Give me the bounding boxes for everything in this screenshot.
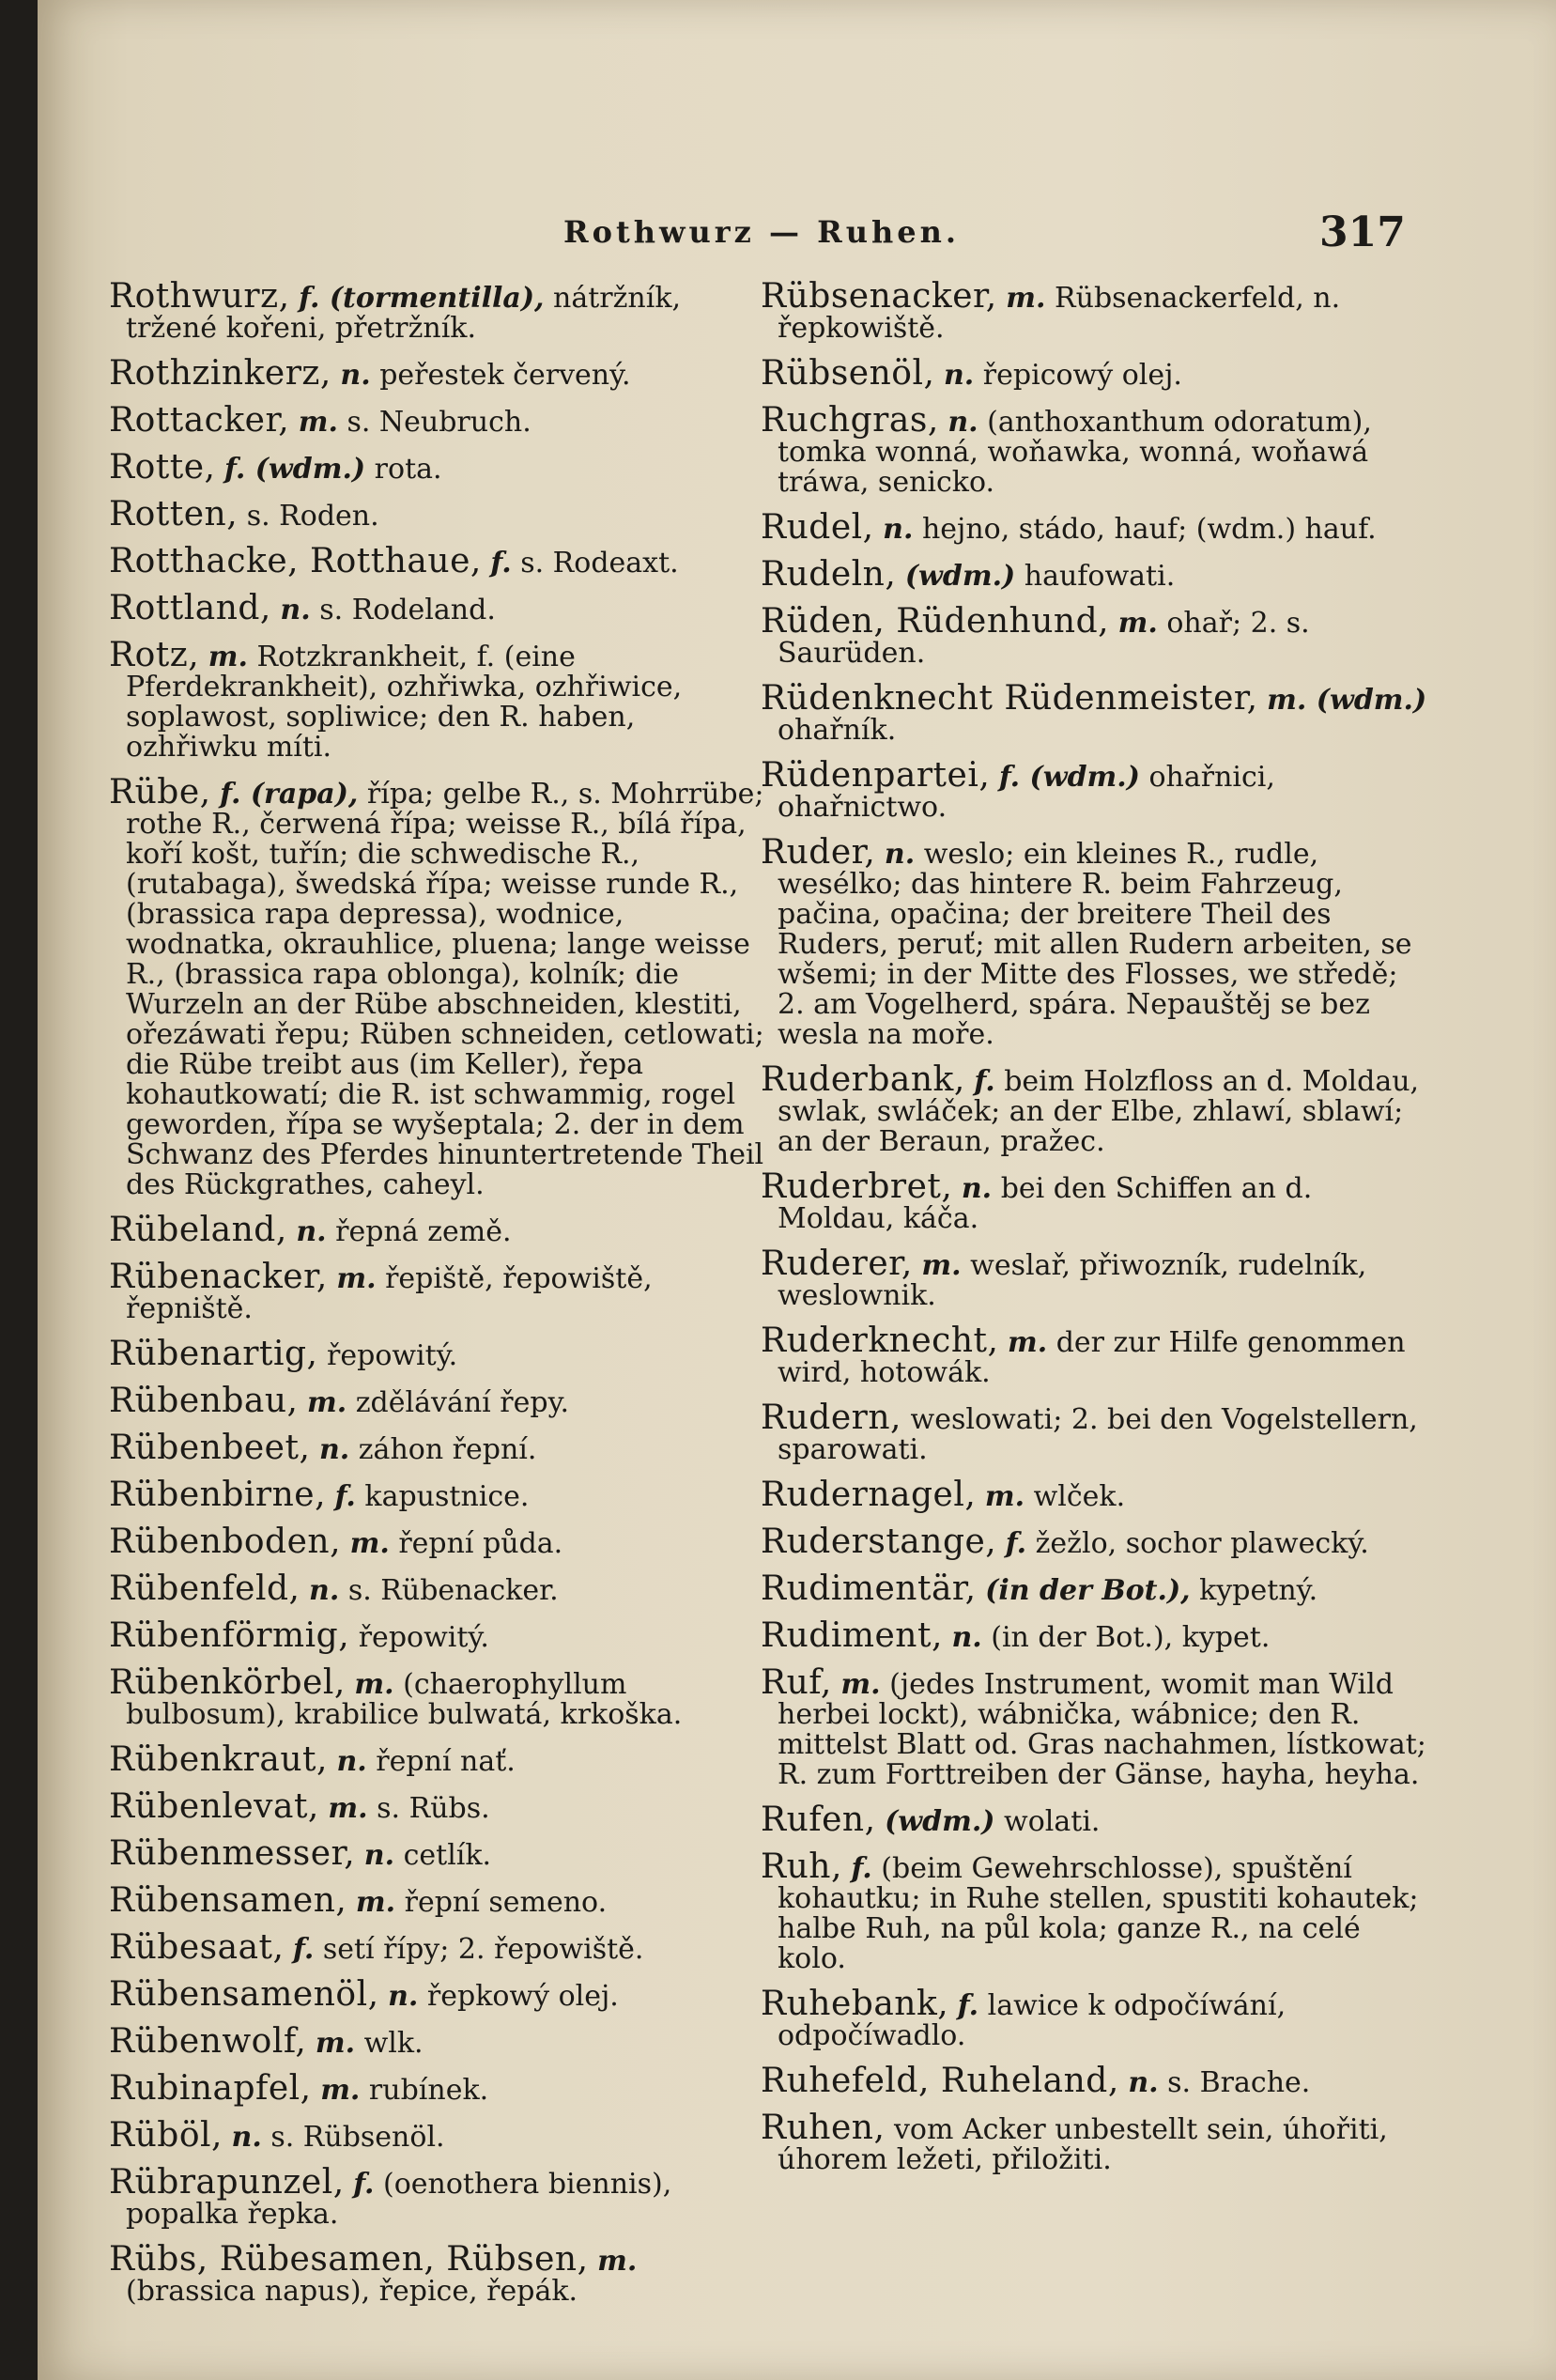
dictionary-entry — [109, 495, 776, 533]
entry-definition: nátržník, tržené kořeni, přetržník. — [126, 282, 682, 345]
dictionary-entry — [109, 1834, 776, 1873]
entry-definition: řepowitý. — [358, 1621, 489, 1654]
entry-headword: Rotthacke, Rotthaue, — [109, 542, 482, 580]
dictionary-page — [38, 0, 1556, 2380]
entry-headword: Rübenkraut, — [109, 1740, 328, 1779]
entry-definition: s. Rübsenöl. — [270, 2121, 445, 2154]
entry-definition: zdělávání řepy. — [355, 1386, 570, 1419]
entry-definition: řepní nať. — [376, 1745, 516, 1778]
dictionary-entry — [761, 401, 1429, 499]
dictionary-entry — [761, 1663, 1429, 1791]
entry-definition: (jedes Instrument, womit man Wild herbei lockt), wábnička, wábnice; den R. mittelst Blatt od. Gras nachahmen, lístkowat; R. zum Forttreiben der Gänse, hayha, heyha. — [778, 1668, 1426, 1791]
entry-headword: Rothzinkerz, — [109, 354, 331, 393]
dictionary-entry — [109, 1928, 776, 1967]
entry-definition: ohařnici, ohařnictwo. — [778, 761, 1275, 824]
entry-grammar: n. — [883, 513, 914, 546]
dictionary-entry — [761, 1476, 1429, 1514]
entry-headword: Rotz, — [109, 636, 200, 674]
entry-grammar: n. — [280, 594, 311, 626]
entry-headword: Rüböl, — [109, 2116, 223, 2155]
dictionary-entry — [109, 1258, 776, 1325]
entry-headword: Rüdenknecht Rüdenmeister, — [761, 679, 1258, 718]
dictionary-entry — [761, 679, 1429, 747]
right-column — [761, 277, 1429, 2190]
entry-definition: vom Acker unbestellt sein, úhořiti, úhorem ležeti, přiložiti. — [778, 2113, 1388, 2176]
entry-headword: Ruf, — [761, 1663, 832, 1702]
entry-definition: weslo; ein kleines R., rudle, wesélko; das hintere R. beim Fahrzeug, pačina, opačina; der breitere Theil des Ruders, peruť; mit allen Rudern arbeiten, se wšemi; in der Mitte des Flosses, we středě; 2. am Vogelherd, spára. Nepauštěj se bez wesla na moře. — [778, 838, 1412, 1051]
entry-grammar: (in der Bot.), — [985, 1574, 1191, 1607]
entry-headword: Rübe, — [109, 773, 211, 811]
entry-grammar: m. — [336, 1262, 377, 1295]
entry-headword: Rübenacker, — [109, 1258, 328, 1296]
dictionary-entry — [109, 1335, 776, 1373]
entry-grammar: f. (rapa), — [220, 778, 359, 811]
entry-headword: Ruhen, — [761, 2109, 886, 2147]
entry-headword: Rübesaat, — [109, 1928, 285, 1967]
dictionary-entry — [109, 1522, 776, 1561]
entry-grammar: m. — [354, 1668, 394, 1701]
entry-grammar: m. — [984, 1480, 1025, 1513]
entry-headword: Ruh, — [761, 1847, 842, 1886]
dictionary-entry — [109, 1881, 776, 1920]
dictionary-entry — [761, 277, 1429, 345]
dictionary-entry — [761, 833, 1429, 1051]
entry-headword: Rufen, — [761, 1800, 876, 1839]
entry-definition: řepní půda. — [398, 1527, 563, 1560]
entry-definition: (brassica napus), řepice, řepák. — [126, 2275, 578, 2308]
entry-headword: Rottland, — [109, 589, 271, 627]
entry-headword: Rothwurz, — [109, 277, 290, 316]
entry-definition: der zur Hilfe genommen wird, hotowák. — [778, 1326, 1406, 1389]
entry-definition: (oenothera biennis), popalka řepka. — [126, 2168, 672, 2231]
entry-definition: s. Rübenacker. — [347, 1574, 559, 1607]
entry-headword: Rottacker, — [109, 401, 290, 440]
entry-grammar: m. — [355, 1886, 396, 1919]
entry-definition: ohařník. — [778, 714, 897, 747]
entry-headword: Ruchgras, — [761, 401, 939, 440]
dictionary-entry — [109, 401, 776, 440]
dictionary-entry — [109, 1740, 776, 1779]
dictionary-entry — [109, 448, 776, 487]
entry-headword: Rübsenacker, — [761, 277, 997, 316]
entry-definition: s. Brache. — [1167, 2066, 1311, 2099]
dictionary-entry — [109, 277, 776, 345]
entry-grammar: n. — [947, 406, 978, 439]
entry-headword: Ruderbret, — [761, 1167, 953, 1206]
dictionary-entry — [761, 1847, 1429, 1975]
entry-grammar: f. (tormentilla), — [299, 282, 545, 315]
entry-definition: setí řípy; 2. řepowiště. — [322, 1933, 644, 1966]
entry-headword: Ruhefeld, Ruheland, — [761, 2062, 1119, 2100]
dictionary-entry — [761, 354, 1429, 393]
dictionary-entry — [109, 1211, 776, 1249]
entry-definition: kypetný. — [1199, 1574, 1318, 1607]
dictionary-entry — [761, 2109, 1429, 2176]
entry-definition: s. Roden. — [246, 500, 379, 533]
entry-headword: Rübenboden, — [109, 1522, 342, 1561]
entry-grammar: f. — [1005, 1527, 1027, 1560]
entry-headword: Rudel, — [761, 508, 874, 547]
entry-definition: řepní semeno. — [404, 1886, 608, 1919]
entry-definition: peřestek červený. — [379, 359, 631, 392]
entry-grammar: m. — [315, 2027, 356, 2060]
entry-definition: řepkowý olej. — [426, 1980, 619, 2013]
entry-grammar: (wdm.) — [885, 1805, 995, 1838]
entry-definition: weslař, přiwozník, rudelník, weslownik. — [778, 1249, 1367, 1312]
entry-grammar: n. — [1128, 2066, 1159, 2099]
entry-definition: wlk. — [363, 2027, 424, 2060]
dictionary-entry — [109, 2069, 776, 2108]
dictionary-entry — [109, 542, 776, 580]
entry-headword: Rübenförmig, — [109, 1616, 350, 1655]
entry-headword: Rudeln, — [761, 555, 897, 594]
entry-definition: s. Rodeaxt. — [520, 547, 679, 580]
entry-headword: Ruhebank, — [761, 1985, 949, 2023]
dictionary-entry — [109, 2022, 776, 2061]
entry-grammar: m. — [1007, 1326, 1048, 1359]
entry-grammar: n. — [884, 838, 916, 871]
dictionary-entry — [761, 1399, 1429, 1466]
entry-headword: Rübrapunzel, — [109, 2163, 345, 2202]
entry-grammar: f. — [851, 1852, 872, 1885]
entry-definition: Rotzkrankheit, f. (eine Pferdekrankheit), ozhřiwka, ozhřiwice, soplawost, sopliwice; den R. haben, ozhřiwku míti. — [126, 641, 683, 764]
entry-definition: s. Rodeland. — [319, 594, 496, 626]
entry-definition: wlček. — [1033, 1480, 1126, 1513]
entry-headword: Ruderknecht, — [761, 1321, 999, 1360]
entry-definition: (chaerophyllum bulbosum), krabilice bulwatá, krkoška. — [126, 1668, 683, 1731]
entry-headword: Rudernagel, — [761, 1476, 977, 1514]
entry-headword: Rudiment, — [761, 1616, 943, 1655]
entry-headword: Rubinapfel, — [109, 2069, 312, 2108]
dictionary-entry — [761, 1616, 1429, 1655]
entry-grammar: m. — [349, 1527, 390, 1560]
entry-headword: Rübeland, — [109, 1211, 287, 1249]
entry-grammar: m. — [320, 2074, 361, 2107]
dictionary-entry — [761, 1569, 1429, 1608]
entry-headword: Rotte, — [109, 448, 216, 487]
entry-definition: lawice k odpočíwání, odpočíwadlo. — [778, 1989, 1286, 2052]
entry-definition: beim Holzfloss an d. Moldau, swlak, swláček; an der Elbe, zhlawí, sblawí; an der Beraun, pražec. — [778, 1065, 1420, 1158]
dictionary-entry — [761, 1522, 1429, 1561]
entry-definition: bei den Schiffen an d. Moldau, káča. — [778, 1172, 1313, 1235]
entry-definition: žežlo, sochor plawecký. — [1035, 1527, 1369, 1560]
entry-grammar: n. — [336, 1745, 367, 1778]
entry-grammar: m. — [840, 1668, 881, 1701]
entry-headword: Ruderbank, — [761, 1060, 965, 1099]
dictionary-entry — [109, 354, 776, 393]
entry-definition: wolati. — [1004, 1805, 1101, 1838]
dictionary-entry — [761, 1060, 1429, 1158]
page-number: 317 — [1319, 209, 1406, 256]
dictionary-entry — [109, 636, 776, 764]
dictionary-entry — [109, 773, 776, 1201]
entry-headword: Rüdenpartei, — [761, 756, 991, 795]
dictionary-entry — [761, 1167, 1429, 1235]
entry-grammar: f. — [353, 2168, 375, 2201]
entry-definition: řípa; gelbe R., s. Mohrrübe; rothe R., čerwená řípa; weisse R., bílá řípa, koří košt, tuřín; die schwedische R., (rutabaga), šwedská řípa; weisse runde R., (brassica rapa depressa), wodnice, wodnatka, okrauhlice, pluena; lange weisse R., (brassica rapa oblonga), kolník; die Wurzeln an der Rübe abschneiden, klestiti, ořezáwati řepu; Rüben schneiden, cetlowati; die Rübe treibt aus (im Keller), řepa kohautkowatí; die R. ist schwammig, rogel geworden, řípa se wyšeptala; 2. der in dem Schwanz des Pferdes hinuntertretende Theil des Rückgrathes, caheyl. — [126, 778, 764, 1201]
entry-headword: Ruderer, — [761, 1244, 913, 1283]
entry-grammar: m. — [298, 406, 338, 439]
entry-definition: Rübsenackerfeld, n. řepkowiště. — [778, 282, 1341, 345]
dictionary-entry — [109, 2116, 776, 2155]
entry-grammar: m. — [307, 1386, 347, 1419]
entry-headword: Rudimentär, — [761, 1569, 977, 1608]
page-header — [38, 209, 1556, 261]
dictionary-entry — [109, 1569, 776, 1608]
entry-definition: záhon řepní. — [358, 1433, 537, 1466]
entry-grammar: m. — [208, 641, 248, 673]
entry-headword: Rübenlevat, — [109, 1787, 319, 1826]
entry-definition: řepicowý olej. — [982, 359, 1182, 392]
entry-headword: Ruderstange, — [761, 1522, 997, 1561]
entry-grammar: m. — [1117, 607, 1158, 640]
dictionary-entry — [761, 602, 1429, 670]
entry-definition: rota. — [374, 453, 442, 486]
dictionary-entry — [761, 1985, 1429, 2052]
entry-headword: Rübenkörbel, — [109, 1663, 346, 1702]
entry-grammar: n. — [363, 1839, 395, 1872]
entry-grammar: n. — [340, 359, 371, 392]
entry-grammar: n. — [309, 1574, 340, 1607]
dictionary-entry — [109, 1382, 776, 1420]
entry-grammar: f. — [490, 547, 512, 580]
entry-headword: Rüden, Rüdenhund, — [761, 602, 1110, 641]
entry-definition: řepowitý. — [327, 1339, 458, 1372]
dictionary-entry — [761, 555, 1429, 594]
entry-grammar: f. — [334, 1480, 356, 1513]
entry-headword: Rotten, — [109, 495, 239, 533]
entry-headword: Rübenbau, — [109, 1382, 299, 1420]
entry-grammar: f. — [293, 1933, 315, 1966]
entry-definition: (beim Gewehrschlosse), spuštění kohautku; in Ruhe stellen, spustiti kohautek; halbe Ruh, na půl kola; ganze R., na celé kolo. — [778, 1852, 1419, 1975]
entry-headword: Rudern, — [761, 1399, 901, 1437]
entry-grammar: m. — [1006, 282, 1046, 315]
entry-grammar: f. (wdm.) — [224, 453, 366, 486]
dictionary-entry — [109, 1429, 776, 1467]
entry-definition: s. Neubruch. — [347, 406, 532, 439]
dictionary-entry — [761, 1244, 1429, 1312]
dictionary-entry — [761, 1800, 1429, 1839]
entry-grammar: n. — [296, 1215, 327, 1248]
dictionary-entry — [761, 2062, 1429, 2100]
entry-grammar: n. — [318, 1433, 350, 1466]
entry-grammar: f. — [974, 1065, 995, 1098]
entry-headword: Rübenartig, — [109, 1335, 318, 1373]
entry-grammar: f. — [957, 1989, 979, 2022]
entry-headword: Rübenwolf, — [109, 2022, 307, 2061]
entry-headword: Ruder, — [761, 833, 876, 872]
entry-grammar: n. — [231, 2121, 262, 2154]
entry-headword: Rübsenöl, — [761, 354, 935, 393]
entry-headword: Rübensamenöl, — [109, 1975, 379, 2014]
entry-grammar: n. — [951, 1621, 982, 1654]
entry-grammar: n. — [961, 1172, 993, 1205]
dictionary-entry — [109, 1787, 776, 1826]
entry-grammar: m. — [597, 2245, 638, 2278]
entry-grammar: m. — [328, 1792, 368, 1825]
entry-definition: kapustnice. — [364, 1480, 530, 1513]
dictionary-entry — [761, 1321, 1429, 1389]
entry-headword: Rübenbirne, — [109, 1476, 327, 1514]
entry-grammar: m. — [921, 1249, 962, 1282]
entry-grammar: n. — [388, 1980, 419, 2013]
entry-definition: rubínek. — [368, 2074, 489, 2107]
entry-definition: s. Rübs. — [377, 1792, 490, 1825]
entry-headword: Rübenmesser, — [109, 1834, 356, 1873]
entry-definition: (in der Bot.), kypet. — [991, 1621, 1271, 1654]
dictionary-entry — [109, 1663, 776, 1731]
entry-definition: řepiště, řepowiště, řepniště. — [126, 1262, 653, 1325]
entry-grammar: n. — [943, 359, 975, 392]
entry-headword: Rübenbeet, — [109, 1429, 311, 1467]
dictionary-entry — [109, 1975, 776, 2014]
entry-definition: řepná země. — [335, 1215, 512, 1248]
entry-definition: haufowati. — [1024, 560, 1176, 593]
dictionary-entry — [109, 2240, 776, 2308]
dictionary-entry — [109, 1476, 776, 1514]
dictionary-entry — [109, 1616, 776, 1655]
entry-definition: ohař; 2. s. Saurüden. — [778, 607, 1310, 670]
entry-headword: Rübs, Rübesamen, Rübsen, — [109, 2240, 589, 2279]
dictionary-entry — [761, 756, 1429, 824]
dictionary-entry — [761, 508, 1429, 547]
entry-definition: cetlík. — [403, 1839, 492, 1872]
entry-headword: Rübenfeld, — [109, 1569, 300, 1608]
entry-definition: hejno, stádo, hauf; (wdm.) hauf. — [921, 513, 1377, 546]
entry-grammar: f. (wdm.) — [998, 761, 1140, 794]
dictionary-entry — [109, 2163, 776, 2231]
left-column — [109, 277, 776, 2322]
entry-headword: Rübensamen, — [109, 1881, 347, 1920]
entry-grammar: (wdm.) — [904, 560, 1016, 593]
entry-definition: (anthoxanthum odoratum), tomka wonná, woňawka, wonná, woňawá tráwa, senicko. — [778, 406, 1372, 499]
entry-definition: weslowati; 2. bei den Vogelstellern, sparowati. — [778, 1403, 1418, 1466]
entry-grammar: m. (wdm.) — [1267, 684, 1427, 717]
dictionary-entry — [109, 589, 776, 627]
running-head: Rothwurz — Ruhen. — [563, 214, 960, 250]
